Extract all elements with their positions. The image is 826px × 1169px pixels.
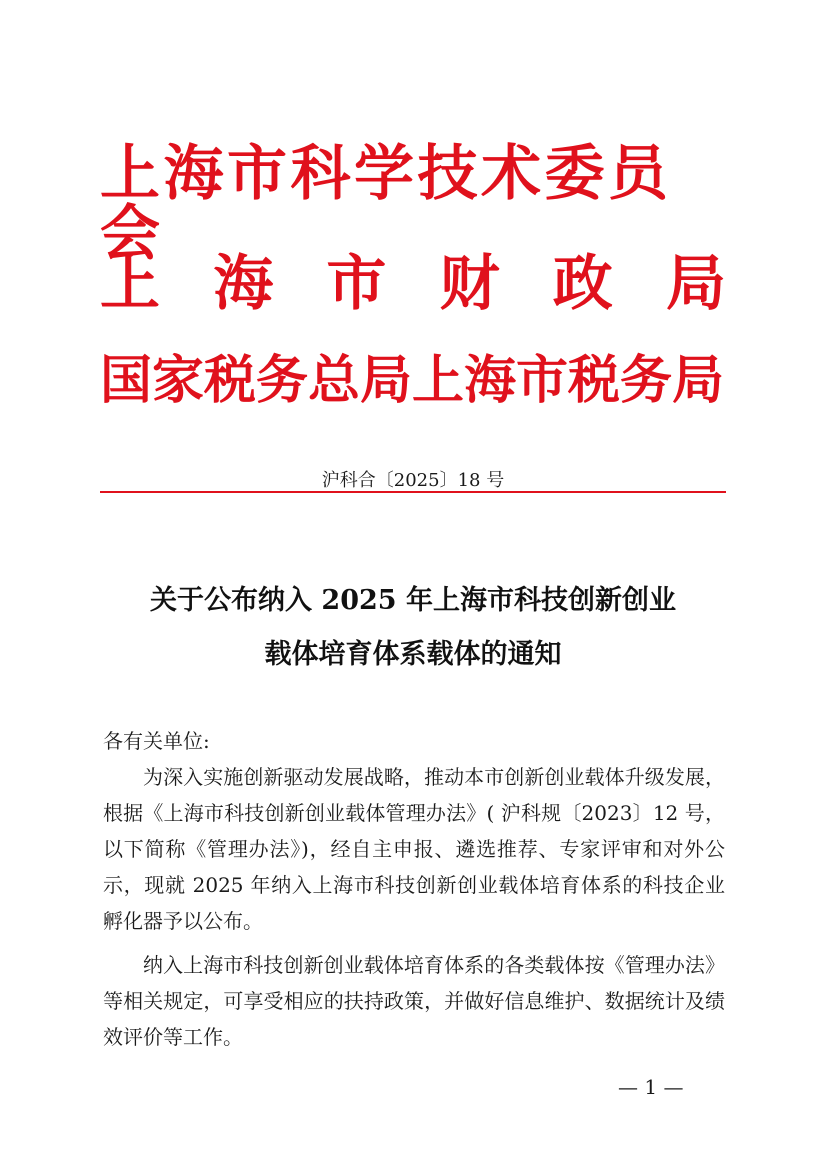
issuer-line-2 bbox=[100, 249, 726, 319]
issuer-tax-bureau: 国家税务总局上海市税务局 bbox=[100, 351, 725, 411]
issuer-science-commission: 上海市科学技术委员会 bbox=[100, 139, 672, 269]
salutation: 各有关单位: bbox=[103, 729, 210, 753]
red-divider bbox=[100, 491, 726, 493]
issuer-char: 上 bbox=[100, 249, 160, 319]
document-title-line-2: 载体培育体系载体的通知 bbox=[264, 639, 562, 670]
issuer-line-1 bbox=[100, 139, 726, 269]
body-paragraph-1: 为深入实施创新驱动发展战略，推动本市创新创业载体升级发展，根据《上海市科技创新创业载体管理办法》( 沪科规〔2023〕12 号，以下简称《管理办法》)，经自主申报、遴选推荐、专家评审和对外公示，现就 2025 年纳入上海市科技创新创业载体培育体系的科技企业孵化器予以公布。 bbox=[103, 765, 725, 933]
issuer-char: 海 bbox=[213, 249, 274, 319]
issuer-char: 市 bbox=[326, 249, 387, 319]
document-title-line-1: 关于公布纳入 2025 年上海市科技创新创业 bbox=[150, 585, 676, 616]
issuer-char: 财 bbox=[439, 249, 500, 319]
page-number: — 1 — bbox=[618, 1075, 684, 1099]
issuer-line-3 bbox=[100, 351, 726, 411]
document-number: 沪科合〔2025〕18 号 bbox=[321, 470, 505, 491]
issuer-char: 局 bbox=[665, 249, 726, 319]
issuer-char: 政 bbox=[552, 249, 613, 319]
body-paragraph-2: 纳入上海市科技创新创业载体培育体系的各类载体按《管理办法》等相关规定，可享受相应的扶持政策，并做好信息维护、数据统计及绩效评价等工作。 bbox=[103, 953, 725, 1049]
